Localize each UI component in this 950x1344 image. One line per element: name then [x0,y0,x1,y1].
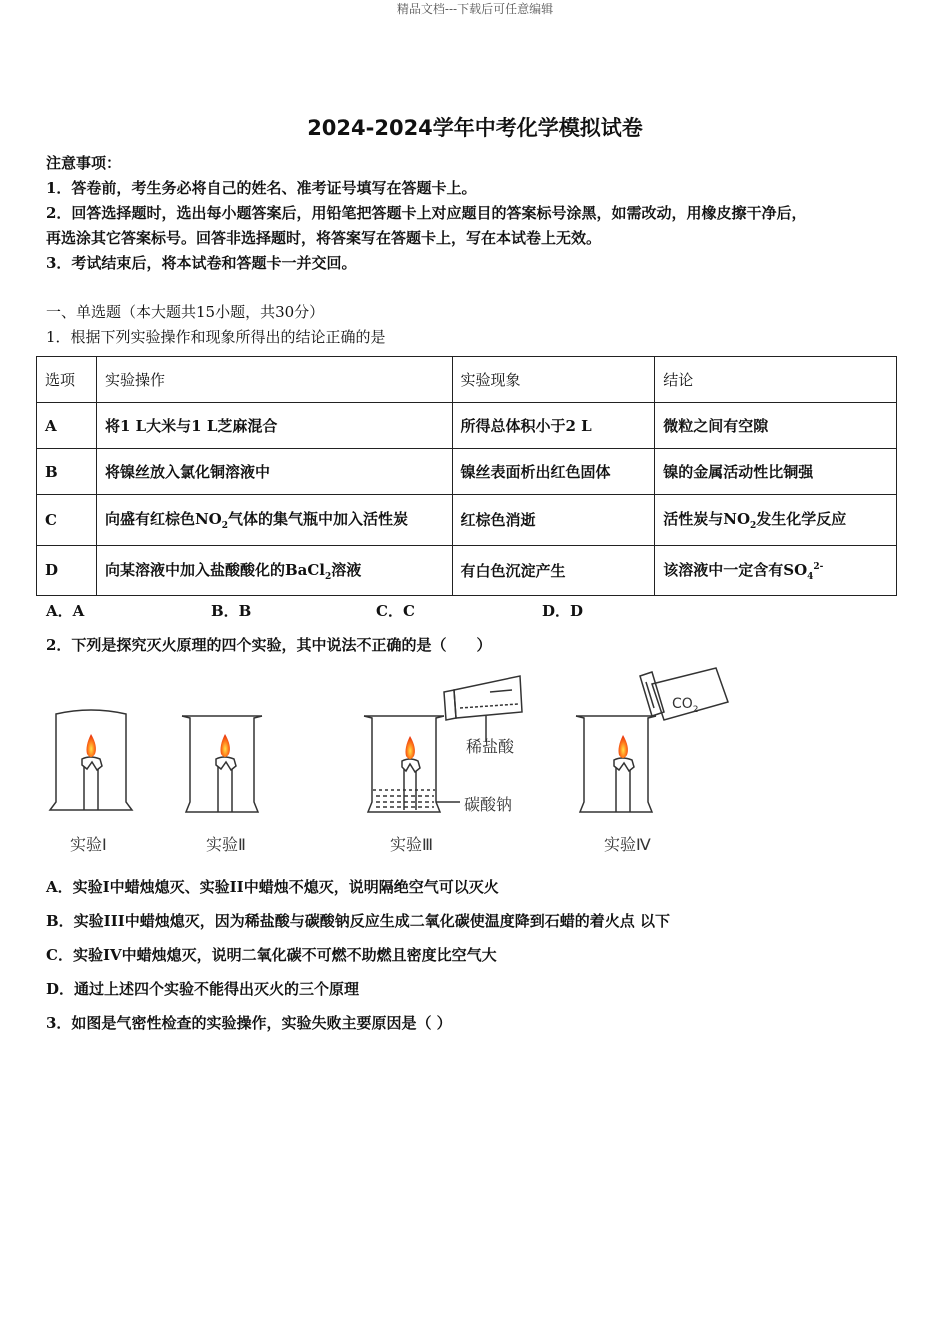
table-row [37,449,897,495]
row-conclusion: 活性炭与$NO_2$发生化学反应 [655,495,897,545]
row-option: D [37,545,97,595]
choice-a[interactable]: A．A [46,602,85,620]
row-operation: 将镍丝放入氯化铜溶液中 [96,449,452,495]
question-1-table [36,356,897,596]
row-conclusion: 微粒之间有空隙 [655,403,897,449]
choice-b[interactable]: B．B [211,602,252,620]
question-2-option-a[interactable]: A．实验I中蜡烛熄灭、实验II中蜡烛不熄灭，说明隔绝空气可以灭火 [46,878,499,896]
row-conclusion: 镍的金属活动性比铜强 [655,449,897,495]
label-experiment-4: 实验Ⅳ [604,835,651,854]
row-option: B [37,449,97,495]
question-1-stem: 1．根据下列实验操作和现象所得出的结论正确的是 [46,328,386,346]
row-operation: 将1 L大米与1 L芝麻混合 [96,403,452,449]
table-row [37,545,897,595]
row-phenomenon: 有白色沉淀产生 [452,545,655,595]
label-experiment-3: 实验Ⅲ [390,835,434,854]
flame-icon [87,734,96,757]
flame-icon [619,735,628,758]
section-heading: 一、单选题（本大题共15小题，共30分） [46,303,325,321]
label-experiment-1: 实验Ⅰ [70,835,107,854]
note-item-1: 1．答卷前，考生务必将自己的姓名、准考证号填写在答题卡上。 [46,179,477,197]
row-option: A [37,403,97,449]
header-conclusion: 结论 [655,357,897,403]
candle-icon [82,757,102,810]
row-option: C [37,495,97,545]
question-2-stem: 2．下列是探究灭火原理的四个实验，其中说法不正确的是（ ） [46,636,492,654]
note-item-2: 2．回答选择题时，选出每小题答案后，用铅笔把答题卡上对应题目的答案标号涂黑，如需改动，用橡皮擦干净后， [46,204,807,222]
table-row [37,495,897,545]
question-2-option-c[interactable]: C．实验IV中蜡烛熄灭，说明二氧化碳不可燃不助燃且密度比空气大 [46,946,497,964]
flame-icon [221,734,230,757]
note-item-2-cont: 再选涂其它答案标号。回答非选择题时，将答案写在答题卡上，写在本试卷上无效。 [46,229,602,247]
notes-heading: 注意事项： [46,154,122,172]
candle-icon [216,757,236,812]
page-title: 2024-2024学年中考化学模拟试卷 [307,116,643,140]
flame-icon [406,736,415,759]
row-operation: 向某溶液中加入盐酸酸化的BaCl$_2$溶液 [96,545,452,595]
question-2-option-b[interactable]: B．实验III中蜡烛熄灭，因为稀盐酸与碳酸钠反应生成二氧化碳使温度降到石蜡的着火点 以下 [46,912,670,930]
choice-c[interactable]: C．C [376,602,415,620]
label-experiment-2: 实验Ⅱ [206,835,246,854]
table-header-row [37,357,897,403]
question-2-option-d[interactable]: D．通过上述四个实验不能得出灭火的三个原理 [46,980,360,998]
row-phenomenon: 红棕色消逝 [452,495,655,545]
header-option: 选项 [37,357,97,403]
note-item-3: 3．考试结束后，将本试卷和答题卡一并交回。 [46,254,357,272]
label-acid: 稀盐酸 [466,737,515,756]
page-header: 精品文档---下载后可任意编辑 [396,2,554,16]
row-phenomenon: 镍丝表面析出红色固体 [452,449,655,495]
row-conclusion: 该溶液中一定含有$SO_4^{2-}$ [655,545,897,595]
header-phenomenon: 实验现象 [452,357,655,403]
extinguish-experiment-figure [40,662,760,862]
co2-bottle-icon [640,668,728,720]
table-row [37,403,897,449]
acid-bottle-icon [444,676,522,720]
label-carbonate: 碳酸钠 [464,795,513,814]
question-3-stem: 3．如图是气密性检查的实验操作，实验失败主要原因是（ ） [46,1014,452,1032]
candle-icon [614,758,634,812]
choice-d[interactable]: D．D [542,602,584,620]
row-operation: 向盛有红棕色$NO_2$气体的集气瓶中加入活性炭 [96,495,452,545]
label-co2: $CO_2$ [672,696,699,715]
header-operation: 实验操作 [96,357,452,403]
row-phenomenon: 所得总体积小于2 L [452,403,655,449]
